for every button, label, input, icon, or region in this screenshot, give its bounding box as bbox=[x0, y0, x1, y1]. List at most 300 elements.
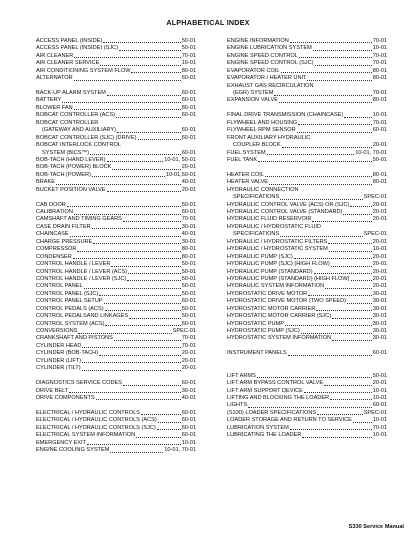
index-entry-label: CONTROL PANEL bbox=[36, 283, 83, 290]
index-entry-page: 20-01 bbox=[372, 261, 387, 268]
index-entry-label: HYDRAULIC CONTROL VALVE (STANDARD) bbox=[227, 209, 343, 216]
index-entry-label: FUEL TANK bbox=[227, 156, 258, 163]
index-entry-page: 80-01 bbox=[181, 67, 196, 74]
index-entry-label: CONTROL SYSTEM (ACS) bbox=[36, 320, 105, 327]
index-entry-label: LIFTING AND BLOCKING THE LOADER bbox=[227, 394, 330, 401]
dot-leader bbox=[100, 65, 180, 66]
index-entry-page: 70-01 bbox=[372, 52, 387, 59]
index-entry-page: 50-01 bbox=[181, 201, 196, 208]
dot-leader bbox=[104, 303, 181, 304]
index-entry bbox=[227, 231, 387, 238]
index-entry-label: LUBRICATING THE LOADER bbox=[227, 432, 302, 439]
index-entry-label: INSTRUMENT PANELS bbox=[227, 350, 287, 357]
dot-leader bbox=[314, 273, 372, 274]
index-heading: HYDRAULIC / HYDROSTATIC FLUID bbox=[227, 223, 321, 230]
index-entry-page: 10-01 bbox=[372, 432, 387, 439]
index-entry-page: 60-01 bbox=[181, 409, 196, 416]
index-entry bbox=[227, 269, 387, 276]
index-entry-page: SPEC-01 bbox=[363, 194, 387, 201]
index-heading: BOBCAT INTERLOCK CONTROL bbox=[36, 142, 121, 149]
index-entry bbox=[36, 75, 196, 82]
index-spacer bbox=[227, 358, 387, 365]
index-entry-label: BLOWER FAN bbox=[36, 104, 73, 111]
index-entry bbox=[36, 440, 196, 447]
index-entry bbox=[36, 425, 196, 432]
dot-leader bbox=[123, 221, 181, 222]
index-entry-page: 30-01 bbox=[372, 305, 387, 312]
dot-leader bbox=[298, 124, 371, 125]
index-entry-label: BRAKE bbox=[36, 179, 55, 186]
dot-leader bbox=[297, 132, 372, 133]
index-entry bbox=[36, 246, 196, 253]
index-entry bbox=[36, 217, 196, 224]
index-entry-label: ENGINE COOLING SYSTEM bbox=[36, 447, 110, 454]
index-entry-page: 10-01 bbox=[372, 387, 387, 394]
index-entry-page: 60-01 bbox=[372, 402, 387, 409]
index-entry-label: BOB-TACH (POWER) bbox=[36, 171, 91, 178]
index-entry bbox=[227, 98, 387, 105]
index-entry-page: 70-01 bbox=[372, 37, 387, 44]
index-entry bbox=[227, 425, 387, 432]
dot-leader bbox=[281, 72, 372, 73]
index-entry bbox=[36, 98, 196, 105]
dot-leader bbox=[129, 318, 181, 319]
index-entry-label: CYLINDER (BOB-TACH) bbox=[36, 350, 99, 357]
dot-leader bbox=[330, 399, 372, 400]
index-entry-label: LIFT ARMS bbox=[227, 372, 256, 379]
index-entry bbox=[36, 306, 196, 313]
index-entry-label: HEATER COIL bbox=[227, 171, 264, 178]
dot-leader bbox=[93, 243, 180, 244]
dot-leader bbox=[77, 251, 180, 252]
index-entry-page: 70-01 bbox=[372, 119, 387, 126]
index-spacer bbox=[227, 164, 387, 171]
index-entry bbox=[36, 224, 196, 231]
dot-leader bbox=[307, 80, 371, 81]
dot-leader bbox=[258, 161, 372, 162]
index-entry-label: DRIVE COMPONENTS bbox=[36, 394, 95, 401]
index-column-right bbox=[227, 38, 387, 440]
dot-leader bbox=[350, 206, 371, 207]
index-entry-page: 60-01 bbox=[181, 320, 196, 327]
index-entry bbox=[36, 127, 196, 134]
index-entry bbox=[227, 209, 387, 216]
dot-leader bbox=[344, 117, 371, 118]
index-entry-page: 20-01 bbox=[372, 283, 387, 290]
index-entry-page: 60-01 bbox=[372, 350, 387, 357]
index-entry bbox=[36, 150, 196, 157]
index-entry-page: 50-01 bbox=[181, 290, 196, 297]
index-entry-page: 20-01 bbox=[181, 186, 196, 193]
dot-leader bbox=[304, 392, 372, 393]
dot-leader bbox=[329, 251, 372, 252]
index-entry bbox=[36, 417, 196, 424]
index-entry-page: 80-01 bbox=[372, 75, 387, 82]
index-entry-label: CYLINDER (TILT) bbox=[36, 365, 81, 372]
index-entry bbox=[36, 395, 196, 402]
dot-leader bbox=[105, 310, 181, 311]
index-entry bbox=[227, 246, 387, 253]
index-heading: HYDRAULIC CONNECTION bbox=[227, 186, 299, 193]
index-entry-label: CRANKSHAFT AND PISTONS bbox=[36, 335, 113, 342]
dot-leader bbox=[280, 236, 362, 237]
index-entry-label: BOBCAT CONTROLLER (SJC) (DRIVE) bbox=[36, 134, 137, 141]
index-entry-page: 20-01 bbox=[372, 268, 387, 275]
dot-leader bbox=[70, 236, 181, 237]
index-entry bbox=[227, 432, 387, 439]
index-entry-label: HYDRAULIC PUMP (STANDARD) bbox=[227, 268, 313, 275]
index-entry-label: HYDROSTATIC MOTOR CARRIER bbox=[227, 305, 316, 312]
index-entry-label: (GATEWAY AND AUXILIARY) bbox=[42, 127, 116, 134]
index-entry bbox=[227, 373, 387, 380]
index-entry-label: SPECIFICATIONS bbox=[233, 194, 280, 201]
index-entry-page: 60-01 bbox=[181, 134, 196, 141]
dot-leader bbox=[82, 370, 181, 371]
index-entry-page: 10-01, 70-01 bbox=[164, 447, 196, 454]
index-entry-page: 20-01 bbox=[181, 365, 196, 372]
dot-leader bbox=[332, 318, 372, 319]
page-title: ALPHABETICAL INDEX bbox=[166, 18, 250, 27]
index-entry-label: EVAPORATOR COIL bbox=[227, 67, 280, 74]
dot-leader bbox=[299, 57, 372, 58]
index-entry bbox=[227, 120, 387, 127]
index-entry-page: 10-01 bbox=[372, 417, 387, 424]
dot-leader bbox=[67, 206, 181, 207]
index-entry-page: SPEC-01 bbox=[363, 231, 387, 238]
index-entry-page: 70-01 bbox=[181, 342, 196, 349]
dot-leader bbox=[138, 139, 181, 140]
dot-leader bbox=[316, 310, 371, 311]
dot-leader bbox=[90, 154, 181, 155]
dot-leader bbox=[294, 258, 372, 259]
dot-leader bbox=[328, 243, 371, 244]
index-entry bbox=[227, 217, 387, 224]
index-entry-label: HYDROSTATIC DRIVE MOTOR bbox=[227, 290, 308, 297]
index-entry-page: 80-01 bbox=[372, 171, 387, 178]
index-entry bbox=[227, 328, 387, 335]
index-entry bbox=[36, 239, 196, 246]
dot-leader bbox=[280, 199, 362, 200]
index-entry-label: BATTERY bbox=[36, 97, 62, 104]
index-entry-page: 50-01 bbox=[181, 283, 196, 290]
index-entry bbox=[36, 350, 196, 357]
index-entry bbox=[36, 328, 196, 335]
index-entry-label: BOBCAT CONTROLLER (ACS) bbox=[36, 112, 116, 119]
dot-leader bbox=[114, 340, 181, 341]
index-entry bbox=[227, 298, 387, 305]
index-entry bbox=[227, 112, 387, 119]
index-entry-label: HEATER VALVE bbox=[227, 179, 269, 186]
index-entry-page: 50-01 bbox=[181, 313, 196, 320]
dot-leader bbox=[99, 355, 181, 356]
dot-leader bbox=[82, 347, 180, 348]
index-spacer bbox=[227, 343, 387, 350]
index-entry-page: 20-01 bbox=[372, 209, 387, 216]
index-entry-page: 20-01 bbox=[181, 164, 196, 171]
index-entry-label: ACCESS PANEL (INSIDE) (SJC) bbox=[36, 45, 119, 52]
index-entry bbox=[36, 209, 196, 216]
dot-leader bbox=[324, 385, 372, 386]
index-entry bbox=[36, 276, 196, 283]
index-entry-page: 70-01 bbox=[181, 335, 196, 342]
index-entry-label: HYDRAULIC / HYDROSTATIC SYSTEM bbox=[227, 246, 328, 253]
dot-leader bbox=[74, 214, 181, 215]
index-entry bbox=[36, 358, 196, 365]
index-spacer bbox=[227, 105, 387, 112]
dot-leader bbox=[308, 295, 372, 296]
index-entry-label: HYDROSTATIC MOTOR CARRIER (SJC) bbox=[227, 313, 332, 320]
index-entry-page: SPEC-01 bbox=[172, 328, 196, 335]
index-entry-label: EMERGENCY EXIT bbox=[36, 439, 86, 446]
index-entry-page: 10-01 bbox=[181, 60, 196, 67]
index-entry-page: SPEC-01 bbox=[363, 409, 387, 416]
index-entry-label: LIFT ARM BYPASS CONTROL VALVE bbox=[227, 380, 324, 387]
index-entry-page: 50-01 bbox=[181, 261, 196, 268]
index-entry-label: (EGR) SYSTEM bbox=[233, 90, 274, 97]
dot-leader bbox=[116, 117, 181, 118]
index-entry bbox=[36, 157, 196, 164]
dot-leader bbox=[353, 422, 372, 423]
index-entry-page: 30-01 bbox=[372, 328, 387, 335]
index-entry bbox=[227, 380, 387, 387]
index-entry-page: 70-01 bbox=[372, 424, 387, 431]
index-entry-page: 20-01 bbox=[181, 357, 196, 364]
index-entry-page: 20-01 bbox=[181, 350, 196, 357]
index-entry-label: ENGINE INFORMATION bbox=[227, 37, 289, 44]
index-entry bbox=[36, 254, 196, 261]
index-entry-label: CYLINDER (LIFT) bbox=[36, 357, 82, 364]
index-entry-page: 60-01 bbox=[181, 97, 196, 104]
index-entry-label: CASE DRAIN FILTER bbox=[36, 223, 91, 230]
index-entry bbox=[227, 60, 387, 67]
index-entry-page: 30-01 bbox=[372, 290, 387, 297]
index-entry bbox=[227, 395, 387, 402]
index-entry-page: 20-01 bbox=[372, 201, 387, 208]
index-entry bbox=[227, 53, 387, 60]
index-entry-page: 50-01 bbox=[181, 305, 196, 312]
index-entry-label: LIGHTS bbox=[227, 402, 248, 409]
dot-leader bbox=[279, 102, 372, 103]
dot-leader bbox=[74, 57, 180, 58]
index-entry-label: ALTERNATOR bbox=[36, 75, 73, 82]
dot-leader bbox=[315, 65, 372, 66]
index-entry bbox=[36, 90, 196, 97]
index-entry bbox=[36, 187, 196, 194]
index-entry-label: CONTROL PEDALS (ACS) bbox=[36, 305, 104, 312]
dot-leader bbox=[331, 266, 372, 267]
index-entry-page: 80-01 bbox=[181, 253, 196, 260]
index-entry bbox=[36, 38, 196, 45]
dot-leader bbox=[112, 169, 180, 170]
index-entry-page: 20-01 bbox=[372, 275, 387, 282]
dot-leader bbox=[84, 288, 181, 289]
index-entry-label: HYDRAULIC CONTROL VALVE (ACS) OR (SJC) bbox=[227, 201, 350, 208]
index-entry-label: HYDRAULIC PUMP (SJC) (HIGH FLOW) bbox=[227, 261, 330, 268]
index-entry bbox=[36, 202, 196, 209]
index-entry bbox=[227, 283, 387, 290]
index-entry-label: HYDRAULIC PUMP (STANDARD) (HIGH FLOW) bbox=[227, 275, 350, 282]
index-entry-label: AIR CONDITIONING SYSTEM FLOW bbox=[36, 67, 131, 74]
index-entry-page: 60-01 bbox=[372, 127, 387, 134]
index-entry-label: LUBRICATION SYSTEM bbox=[227, 424, 289, 431]
dot-leader bbox=[119, 50, 181, 51]
dot-leader bbox=[111, 266, 180, 267]
index-entry-page: 10-01 bbox=[372, 394, 387, 401]
index-entry-label: COMPRESSOR bbox=[36, 246, 77, 253]
index-entry-label: DRIVE BELT bbox=[36, 387, 69, 394]
dot-leader bbox=[351, 280, 372, 281]
index-entry-page: 50-01 bbox=[181, 45, 196, 52]
index-entry-label: FINAL DRIVE TRANSMISSION (CHAINCASE) bbox=[227, 112, 344, 119]
dot-leader bbox=[290, 429, 372, 430]
index-entry-page: 30-01 bbox=[372, 335, 387, 342]
index-entry-label: DIAGNOSTICS SERVICE CODES bbox=[36, 380, 122, 387]
dot-leader bbox=[87, 444, 181, 445]
dot-leader bbox=[343, 214, 371, 215]
index-entry bbox=[227, 239, 387, 246]
dot-leader bbox=[99, 295, 180, 296]
index-entry-page: 30-01 bbox=[181, 238, 196, 245]
index-heading: FRONT AUXILIARY HYDRAULIC bbox=[227, 134, 311, 141]
index-entry-label: EVAPORATOR / HEATER UNIT bbox=[227, 75, 307, 82]
index-entry-label: HYDROSTATIC SYSTEM INFORMATION bbox=[227, 335, 332, 342]
index-column-left bbox=[36, 38, 196, 455]
dot-leader bbox=[128, 273, 181, 274]
index-entry-page: 60-01 bbox=[181, 149, 196, 156]
index-entry-label: AIR CLEANER bbox=[36, 52, 74, 59]
dot-leader bbox=[92, 228, 181, 229]
index-entry-label: CALIBRATION bbox=[36, 209, 73, 216]
dot-leader bbox=[141, 414, 181, 415]
index-entry-page: 10-01 bbox=[372, 112, 387, 119]
index-entry-page: 60-01 bbox=[181, 112, 196, 119]
index-entry-label: LOADER STORAGE AND RETURN TO SERVICE bbox=[227, 417, 352, 424]
index-entry-page: 60-01 bbox=[181, 432, 196, 439]
index-entry bbox=[36, 112, 196, 119]
index-entry-page: 70-01 bbox=[372, 60, 387, 67]
dot-leader bbox=[96, 399, 181, 400]
index-spacer bbox=[36, 373, 196, 380]
index-entry-page: 60-01 bbox=[181, 75, 196, 82]
index-entry bbox=[227, 38, 387, 45]
dot-leader bbox=[107, 191, 181, 192]
index-entry-label: ELECTRICAL / HYDRAULIC CONTROLS bbox=[36, 409, 140, 416]
index-entry-label: HYDRAULIC PUMP (SJC) bbox=[227, 253, 293, 260]
index-entry bbox=[36, 68, 196, 75]
index-entry-page: 20-01 bbox=[372, 142, 387, 149]
index-entry-page: 20-01 bbox=[372, 238, 387, 245]
index-entry-label: CONTROL HANDLE / LEVER (SJC) bbox=[36, 275, 127, 282]
dot-leader bbox=[301, 333, 372, 334]
index-entry-page: 80-01 bbox=[372, 179, 387, 186]
index-entry bbox=[227, 75, 387, 82]
index-entry-label: CONTROL HANDLE / LEVER bbox=[36, 261, 111, 268]
index-entry-page: 10-01, 70-01 bbox=[355, 149, 387, 156]
index-entry-label: HYDROSTATIC PUMP (SJC) bbox=[227, 328, 300, 335]
dot-leader bbox=[107, 161, 164, 162]
index-entry bbox=[227, 202, 387, 209]
index-entry bbox=[227, 90, 387, 97]
index-entry-page: 10-01 bbox=[372, 45, 387, 52]
index-entry bbox=[36, 380, 196, 387]
index-entry bbox=[36, 291, 196, 298]
index-entry-page: 50-01 bbox=[372, 372, 387, 379]
dot-leader bbox=[158, 422, 181, 423]
index-entry bbox=[227, 410, 387, 417]
dot-leader bbox=[257, 377, 372, 378]
index-entry-page: 60-01 bbox=[181, 424, 196, 431]
index-entry bbox=[227, 276, 387, 283]
index-spacer bbox=[36, 194, 196, 201]
index-entry-page: 10-01,50-01 bbox=[165, 171, 196, 178]
index-entry-label: SPECIFICATIONS bbox=[233, 231, 280, 238]
index-entry-page: 50-01 bbox=[181, 275, 196, 282]
index-entry bbox=[36, 53, 196, 60]
index-entry-page: 60-01 bbox=[181, 417, 196, 424]
index-entry-label: LIFT ARM SUPPORT DEVICE bbox=[227, 387, 303, 394]
index-entry bbox=[227, 179, 387, 186]
index-entry bbox=[36, 45, 196, 52]
index-entry bbox=[227, 350, 387, 357]
index-entry-page: 20-01 bbox=[372, 380, 387, 387]
index-entry-label: CONTROL HANDLE / LEVER (ACS) bbox=[36, 268, 128, 275]
index-entry bbox=[36, 164, 196, 171]
index-entry-label: ENGINE SPEED CONTROL bbox=[227, 52, 298, 59]
dot-leader bbox=[131, 72, 180, 73]
index-entry-label: CHAINCASE bbox=[36, 231, 69, 238]
index-entry-label: FLYWHEEL AND HOUSING bbox=[227, 119, 298, 126]
index-entry-page: 60-01 bbox=[181, 209, 196, 216]
index-entry bbox=[227, 254, 387, 261]
dot-leader bbox=[123, 385, 181, 386]
index-entry-page: 80-01 bbox=[372, 97, 387, 104]
index-entry-page: 50-01 bbox=[181, 37, 196, 44]
index-entry-page: 80-01 bbox=[181, 246, 196, 253]
dot-leader bbox=[274, 95, 371, 96]
dot-leader bbox=[347, 303, 372, 304]
index-spacer bbox=[36, 83, 196, 90]
index-entry-page: 70-01 bbox=[372, 90, 387, 97]
dot-leader bbox=[92, 176, 165, 177]
index-entry bbox=[36, 447, 196, 454]
index-entry-label: FUEL SYSTEM bbox=[227, 149, 266, 156]
index-entry-page: 40-01 bbox=[181, 179, 196, 186]
index-entry-page: 50-01 bbox=[181, 268, 196, 275]
index-entry bbox=[227, 127, 387, 134]
index-entry bbox=[227, 68, 387, 75]
index-entry bbox=[227, 291, 387, 298]
index-entry-label: CONTROL PANEL (SJC) bbox=[36, 290, 99, 297]
dot-leader bbox=[127, 280, 180, 281]
index-entry bbox=[227, 321, 387, 328]
index-entry-label: CAB DOOR bbox=[36, 201, 66, 208]
index-entry-page: 70-01 bbox=[181, 216, 196, 223]
dot-leader bbox=[157, 429, 181, 430]
index-entry-label: CHARGE PRESSURE bbox=[36, 238, 93, 245]
index-entry-label: ENGINE LUBRICATION SYSTEM bbox=[227, 45, 312, 52]
index-entry-label: FLYWHEEL RPM SENSOR bbox=[227, 127, 296, 134]
dot-leader bbox=[302, 437, 371, 438]
index-entry bbox=[36, 336, 196, 343]
index-entry-page: 20-01 bbox=[372, 216, 387, 223]
index-entry-label: ELECTRICAL SYSTEM INFORMATION bbox=[36, 432, 136, 439]
index-entry bbox=[227, 306, 387, 313]
index-entry-label: BACK-UP ALARM SYSTEM bbox=[36, 90, 106, 97]
index-entry-page: 20-01 bbox=[372, 253, 387, 260]
index-entry-page: 80-01 bbox=[372, 67, 387, 74]
dot-leader bbox=[332, 340, 372, 341]
dot-leader bbox=[282, 147, 372, 148]
